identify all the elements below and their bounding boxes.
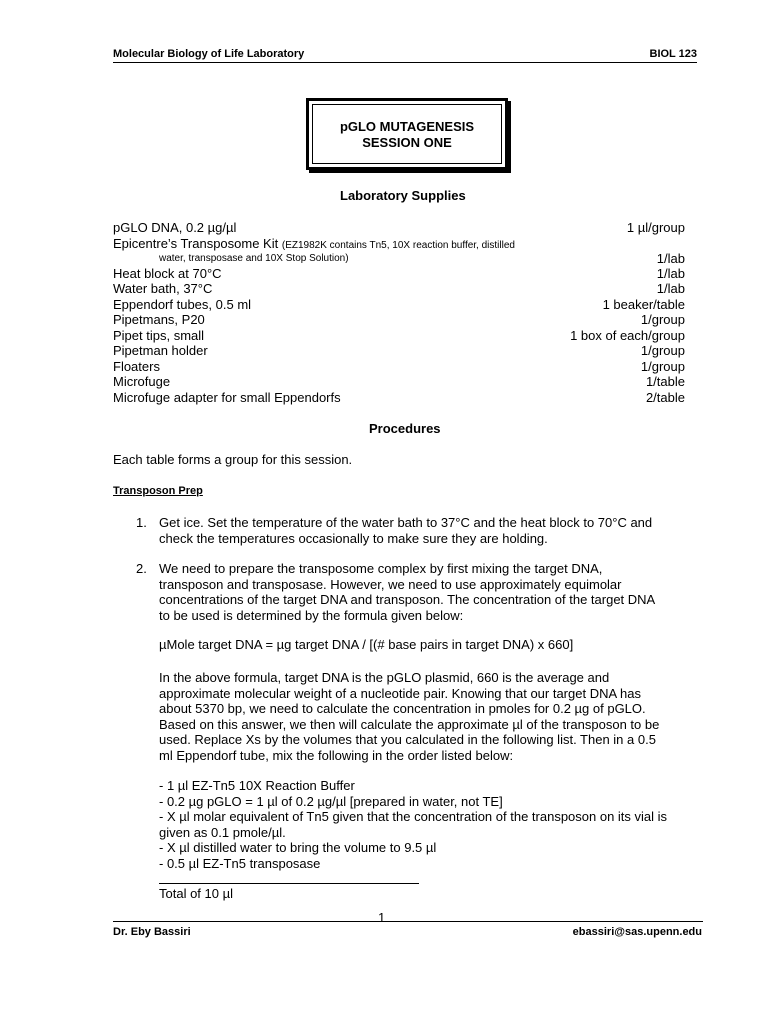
supply-qty: 1/lab — [656, 281, 685, 296]
step-number: 1. — [136, 515, 147, 530]
text-line: concentrations of the target DNA and transposon. The concentration of the target DNA — [159, 592, 656, 607]
supply-item: Floaters — [113, 359, 160, 374]
supply-item: Microfuge adapter for small Eppendorfs — [113, 390, 341, 405]
text-line: used. Replace Xs by the volumes that you calculated in the following list. Then in a 0.5 — [159, 732, 656, 747]
course-code: BIOL 123 — [649, 48, 697, 60]
supply-item: Heat block at 70°C — [113, 266, 222, 281]
title-box — [306, 98, 508, 170]
step-1-text — [159, 515, 699, 546]
list-item: - 0.5 µl EZ-Tn5 transposase — [159, 855, 321, 871]
supply-item: Pipet tips, small — [113, 328, 205, 343]
step-2-para-1 — [159, 561, 699, 623]
footer-rule — [113, 921, 703, 922]
supply-item: pGLO DNA, 0.2 µg/µl — [113, 220, 237, 235]
supply-qty: 1/lab — [656, 266, 685, 281]
text-line: check the temperatures occasionally to make sure they are holding. — [159, 530, 548, 546]
text-line: ml Eppendorf tube, mix the following in the order listed below: — [159, 747, 514, 763]
title-line-1: pGLO MUTAGENESIS — [339, 119, 475, 134]
course-title: Molecular Biology of Life Laboratory — [113, 48, 305, 60]
supply-item: Eppendorf tubes, 0.5 ml — [113, 297, 252, 312]
text-line: approximate molecular weight of a nucleotide pair. Knowing that our target DNA has — [159, 685, 641, 701]
text-line: In the above formula, target DNA is the pGLO plasmid, 660 is the average and — [159, 670, 610, 685]
page-number: 1 — [378, 910, 386, 925]
text-line: transposon and transposase. However, we need to use approximately equimolar — [159, 576, 622, 592]
text-line: to be used is determined by the formula given below: — [159, 607, 464, 623]
total-volume: Total of 10 µl — [159, 886, 233, 901]
text-line: Get ice. Set the temperature of the water bath to 37°C and the heat block to 70°C and — [159, 515, 653, 530]
text-line: We need to prepare the transposome complex by first mixing the target DNA, — [159, 561, 603, 576]
supplies-heading: Laboratory Supplies — [340, 188, 466, 203]
list-item: given as 0.1 pmole/µl. — [159, 824, 286, 840]
text-line: about 5370 bp, we need to calculate the concentration in pmoles for 0.2 µg of pGLO. — [159, 701, 646, 716]
list-item: - 1 µl EZ-Tn5 10X Reaction Buffer — [159, 778, 355, 793]
step-2-para-2 — [159, 670, 699, 763]
supply-qty: 1/group — [640, 312, 685, 327]
supply-item: Water bath, 37°C — [113, 281, 213, 296]
formula: µMole target DNA = µg target DNA / [(# base pairs in target DNA) x 660] — [159, 637, 574, 652]
supply-item: Epicentre’s Transposome Kit — [113, 236, 279, 251]
author-name: Dr. Eby Bassiri — [113, 926, 191, 938]
supply-note: water, transposase and 10X Stop Solution) — [159, 253, 349, 264]
supply-qty: 1/group — [640, 343, 685, 358]
list-item: - 0.2 µg pGLO = 1 µl of 0.2 µg/µl [prepared in water, not TE] — [159, 793, 503, 809]
list-item: - X µl distilled water to bring the volume to 9.5 µl — [159, 840, 437, 855]
supply-qty: 1/table — [645, 374, 685, 389]
transposon-prep-subheading: Transposon Prep — [113, 485, 203, 497]
step-number: 2. — [136, 561, 147, 576]
supply-item: Pipetman holder — [113, 343, 208, 358]
procedures-intro: Each table forms a group for this session. — [113, 452, 353, 467]
mix-list — [159, 778, 699, 871]
supply-item: Pipetmans, P20 — [113, 312, 205, 327]
list-item: - X µl molar equivalent of Tn5 given that the concentration of the transposon on its vial is — [159, 809, 668, 824]
page-header — [113, 46, 697, 63]
text-line: Based on this answer, we then will calculate the approximate µl of the transposon to be — [159, 716, 660, 732]
supply-qty: 1 µl/group — [626, 220, 685, 235]
supply-qty: 1/lab — [656, 251, 685, 266]
procedures-heading: Procedures — [369, 421, 441, 436]
supply-qty: 1 beaker/table — [602, 297, 685, 312]
total-rule — [159, 883, 419, 884]
author-email: ebassiri@sas.upenn.edu — [572, 926, 702, 938]
supply-qty: 1/group — [640, 359, 685, 374]
title-line-2: SESSION ONE — [362, 135, 452, 150]
supply-qty: 2/table — [645, 390, 685, 405]
supply-item: Microfuge — [113, 374, 171, 389]
supply-note: (EZ1982K contains Tn5, 10X reaction buffer, distilled — [281, 240, 515, 251]
supply-qty: 1 box of each/group — [570, 328, 685, 343]
